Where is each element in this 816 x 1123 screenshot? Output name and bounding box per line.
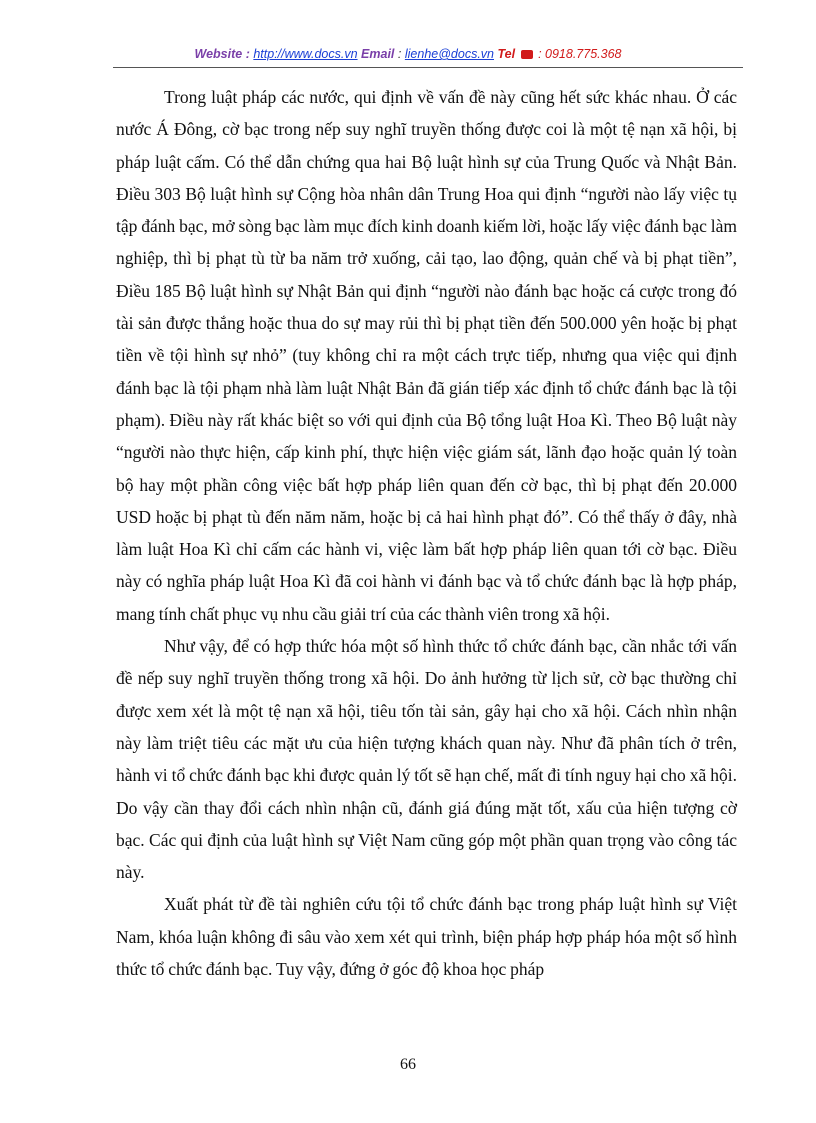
tel-number: : 0918.775.368	[538, 47, 622, 61]
email-label: Email	[361, 47, 395, 61]
tel-label: Tel	[497, 47, 516, 61]
document-body	[116, 81, 737, 985]
header-rule	[113, 67, 743, 68]
paragraph-1: Trong luật pháp các nước, qui định về vấn đề này cũng hết sức khác nhau. Ở các nước Á Đông, cờ bạc trong nếp suy nghĩ truyền thống được coi là một tệ nạn xã hội, bị pháp luật cấm. Có thể dẫn chứng qua hai Bộ luật hình sự của Trung Quốc và Nhật Bản. Điều 303 Bộ luật hình sự Cộng hòa nhân dân Trung Hoa qui định “người nào lấy việc tụ tập đánh bạc, mở sòng bạc làm mục đích kinh doanh kiếm lời, hoặc lấy việc đánh bạc làm nghiệp, thì bị phạt tù từ ba năm trở xuống, cải tạo, lao động, quản chế và bị phạt tiền”, Điều 185 Bộ luật hình sự Nhật Bản qui định “người nào đánh bạc hoặc cá cược trong đó tài sản được thắng hoặc thua do sự may rủi thì bị phạt tiền đến 500.000 yên hoặc bị phạt tiền về tội hình sự nhỏ” (tuy không chỉ ra một cách trực tiếp, nhưng qua việc qui định đánh bạc là tội phạm nhà làm luật Nhật Bản đã gián tiếp xác định tổ chức đánh bạc là tội phạm). Điều này rất khác biệt so với qui định của Bộ tổng luật Hoa Kì. Theo Bộ luật này “người nào thực hiện, cấp kinh phí, thực hiện việc giám sát, lãnh đạo hoặc quản lý toàn bộ hay một phần công việc bất hợp pháp liên quan đến cờ bạc, thì bị phạt đến 20.000 USD hoặc bị phạt tù đến năm năm, hoặc bị cả hai hình phạt đó”. Có thể thấy ở đây, nhà làm luật Hoa Kì chỉ cấm các hành vi, việc làm bất hợp pháp liên quan tới cờ bạc. Điều này có nghĩa pháp luật Hoa Kì đã coi hành vi đánh bạc và tổ chức đánh bạc là hợp pháp, mang tính chất phục vụ nhu cầu giải trí của các thành viên trong xã hội.	[116, 87, 737, 624]
email-link[interactable]: lienhe@docs.vn	[404, 47, 494, 61]
paragraph-2: Như vậy, để có hợp thức hóa một số hình thức tổ chức đánh bạc, cần nhắc tới vấn đề nếp suy nghĩ truyền thống trong xã hội. Do ảnh hưởng từ lịch sử, cờ bạc thường chỉ được xem xét là một tệ nạn xã hội, tiêu tốn tài sản, gây hại cho xã hội. Cách nhìn nhận này làm triệt tiêu các mặt ưu của hiện tượng khách quan này. Như đã phân tích ở trên, hành vi tổ chức đánh bạc khi được quản lý tốt sẽ hạn chế, mất đi tính nguy hại cho xã hội. Do vậy cần thay đổi cách nhìn nhận cũ, đánh giá đúng mặt tốt, xấu của hiện tượng cờ bạc. Các qui định của luật hình sự Việt Nam cũng góp một phần quan trọng vào công tác này.	[116, 636, 737, 883]
paragraph-3: Xuất phát từ đề tài nghiên cứu tội tổ chức đánh bạc trong pháp luật hình sự Việt Nam, khóa luận không đi sâu vào xem xét qui trình, biện pháp hợp pháp hóa một số hình thức tổ chức đánh bạc. Tuy vậy, đứng ở góc độ khoa học pháp	[116, 894, 737, 980]
email-separator: :	[397, 47, 402, 61]
phone-icon	[521, 50, 533, 59]
website-label: Website :	[194, 47, 250, 61]
website-link[interactable]: http://www.docs.vn	[253, 47, 358, 61]
page-header	[0, 47, 816, 61]
page-number: 66	[400, 1056, 416, 1073]
